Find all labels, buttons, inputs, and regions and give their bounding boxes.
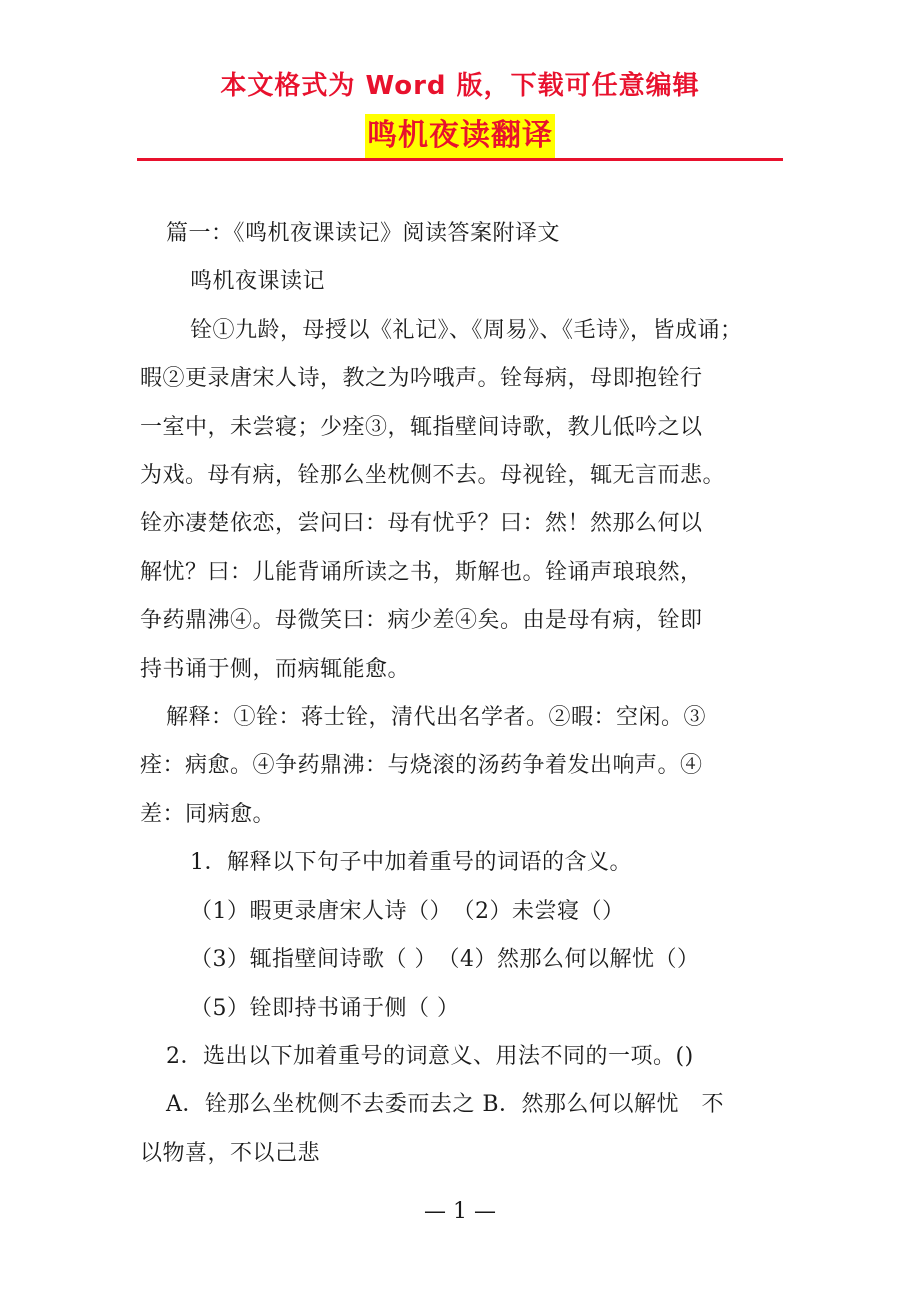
format-notice: 本文格式为 Word 版，下载可任意编辑 bbox=[220, 71, 700, 101]
section-heading: 篇一：《鸣机夜课读记》阅读答案附译文 bbox=[166, 221, 561, 246]
question-1: 1．解释以下句子中加着重号的词语的含义。 bbox=[190, 850, 632, 876]
passage-title: 鸣机夜课读记 bbox=[190, 269, 326, 295]
passage-line: 争药鼎沸④。母微笑曰：病少差④矣。由是母有病，铨即 bbox=[140, 608, 703, 634]
document-body bbox=[140, 210, 785, 1178]
passage-line: 一室中，未尝寝；少痊③，辄指壁间诗歌，教儿低吟之以 bbox=[140, 414, 703, 440]
header-divider bbox=[137, 158, 783, 161]
annotation-line: 差：同病愈。 bbox=[140, 801, 276, 827]
annotation-line: 解释：①铨：蒋士铨，清代出名学者。②暇：空闲。③ bbox=[166, 705, 707, 731]
question-1-item: （5）铨即持书诵于侧（ ） bbox=[190, 995, 460, 1021]
question-1-item: （1）暇更录唐宋人诗（） （2）未尝寝（） bbox=[190, 898, 625, 924]
question-2-option: 以物喜，不以己悲 bbox=[140, 1140, 321, 1166]
passage-line: 暇②更录唐宋人诗，教之为吟哦声。铨每病，母即抱铨行 bbox=[140, 366, 703, 392]
question-1-item: （3）辄指壁间诗歌（ ） （4）然那么何以解忧（） bbox=[190, 947, 700, 973]
passage-line: 持书诵于侧，而病辄能愈。 bbox=[140, 656, 411, 682]
passage-line: 铨亦凄楚依恋，尝问曰：母有忧乎？曰：然！然那么何以 bbox=[140, 511, 703, 537]
passage-line: 为戏。母有病，铨那么坐枕侧不去。母视铨，辄无言而悲。 bbox=[140, 463, 726, 489]
annotation-line: 痊：病愈。④争药鼎沸：与烧滚的汤药争着发出响声。④ bbox=[140, 753, 703, 779]
question-2: 2．选出以下加着重号的词意义、用法不同的一项。() bbox=[166, 1043, 694, 1069]
page-number: — 1 — bbox=[424, 1199, 496, 1224]
passage-line: 铨①九龄，母授以《礼记》、《周易》、《毛诗》，皆成诵； bbox=[190, 317, 743, 343]
question-2-option: A．铨那么坐枕侧不去委而去之 B．然那么何以解忧 不 bbox=[166, 1092, 725, 1118]
document-title: 鸣机夜读翻译 bbox=[365, 114, 555, 158]
title-container bbox=[0, 114, 920, 158]
passage-line: 解忧？曰：儿能背诵所读之书，斯解也。铨诵声琅琅然， bbox=[140, 559, 703, 585]
